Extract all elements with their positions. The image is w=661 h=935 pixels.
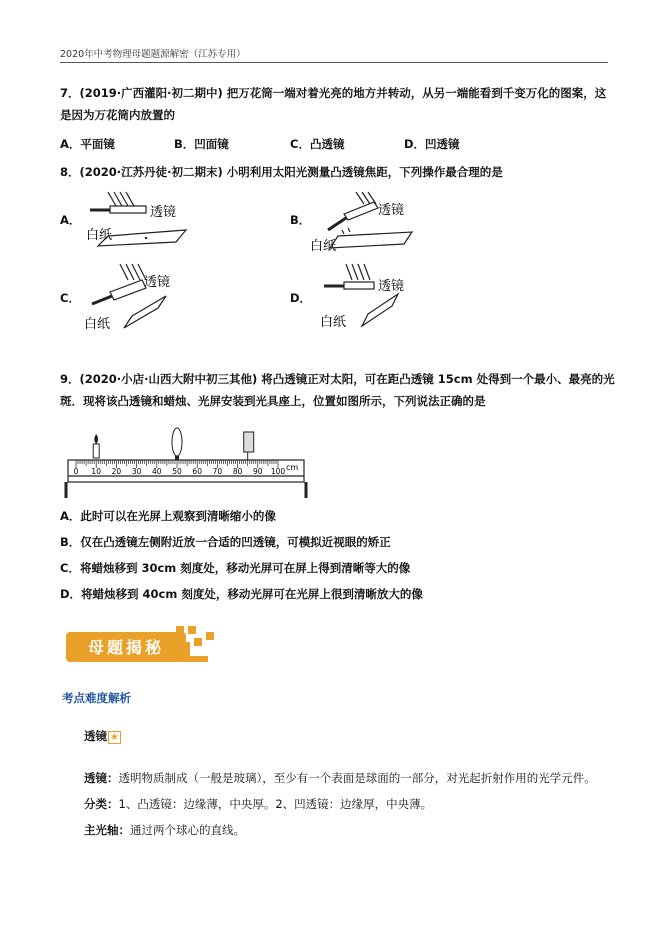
subtitle-text: 透镜	[84, 729, 107, 743]
q8-b-paper-label: 白纸	[310, 239, 337, 254]
optical-bench-figure	[62, 424, 322, 500]
definition-lens: 透镜：透明物质制成（一般是玻璃），至少有一个表面是球面的一部分，对光起折射作用的光学元件。	[84, 771, 596, 785]
q8-d-paper-label: 白纸	[320, 315, 347, 330]
q8-option-a-label[interactable]: A．	[60, 213, 81, 227]
q8-option-b-label[interactable]: B．	[290, 213, 311, 227]
ruler-tick-label: 60	[192, 467, 202, 476]
ruler-tick-label: 30	[131, 467, 142, 476]
q9-option-b[interactable]: B．仅在凸透镜左侧附近放一合适的凹透镜，可模拟近视眼的矫正	[60, 535, 391, 549]
question-8: 8．(2020·江苏丹徒·初二期末) 小明利用太阳光测量凸透镜焦距，下列操作最合理的是	[60, 165, 503, 179]
ruler-tick-label: 10	[91, 467, 101, 476]
q7-option-c[interactable]: C．凸透镜	[290, 137, 345, 151]
ruler-tick-label: 20	[111, 467, 122, 476]
definition-principal-axis: 主光轴：通过两个球心的直线。	[84, 823, 245, 837]
star-icon: ★	[110, 732, 119, 743]
definition-classification: 分类：1、凸透镜：边缘薄，中央厚。2、凹透镜：边缘厚，中央薄。	[84, 797, 433, 811]
q8-option-c-label[interactable]: C．	[60, 291, 80, 305]
q7-option-d[interactable]: D．凹透镜	[404, 137, 460, 151]
question-9-line-2: 斑．现将该凸透镜和蜡烛、光屏安装到光具座上，位置如图所示，下列说法正确的是	[60, 394, 486, 408]
q8-b-lens-label: 透镜	[378, 203, 405, 218]
light-screen	[244, 432, 254, 460]
q7-option-a[interactable]: A．平面镜	[60, 137, 115, 151]
bench-unit-label: cm	[286, 463, 299, 472]
q9-option-d[interactable]: D．将蜡烛移到 40cm 刻度处，移动光屏可在光屏上很到清晰放大的像	[60, 587, 423, 601]
ruler-tick-label: 50	[172, 467, 182, 476]
q7-option-b[interactable]: B．凹面镜	[174, 137, 229, 151]
header-divider	[60, 62, 608, 63]
q8-option-d-label[interactable]: D．	[290, 291, 312, 305]
section-title: 考点难度解析	[62, 691, 131, 705]
ruler-tick-label: 100	[270, 467, 286, 476]
q8-a-paper-label: 白纸	[86, 228, 113, 243]
ruler-tick-label: 40	[152, 467, 162, 476]
page-header: 2020年中考物理母题题源解密（江苏专用）	[60, 49, 246, 60]
section-subtitle	[84, 728, 121, 744]
question-9	[60, 368, 620, 412]
ruler-tick-label: 80	[232, 467, 243, 476]
q8-a-lens-label: 透镜	[150, 205, 177, 220]
question-9-line-1: 9．(2020·小店·山西大附中初三其他) 将凸透镜正对太阳，可在距凸透镜 15cm 处得到一个最小、最亮的光	[60, 372, 615, 386]
banner-title: 母题揭秘	[87, 638, 165, 657]
question-7-line-1: 7．(2019·广西灌阳·初二期中) 把万花筒一端对着光亮的地方并转动，从另一端能看到千变万化的图案，这	[60, 86, 607, 100]
q9-option-a[interactable]: A．此时可以在光屏上观察到清晰缩小的像	[60, 509, 276, 523]
q8-option-a-figure[interactable]	[80, 188, 200, 250]
q9-option-c[interactable]: C．将蜡烛移到 30cm 刻度处，移动光屏可在屏上得到清晰等大的像	[60, 561, 411, 575]
candle	[93, 434, 99, 458]
q8-option-c-figure[interactable]	[80, 262, 200, 332]
q8-d-lens-label: 透镜	[378, 279, 405, 294]
question-7-line-2: 是因为万花筒内放置的	[60, 108, 175, 122]
question-7	[60, 82, 620, 126]
q8-option-d-figure[interactable]	[306, 262, 426, 332]
ruler-tick-label: 0	[73, 467, 79, 476]
section-banner	[66, 624, 216, 666]
convex-lens	[172, 428, 182, 460]
q8-c-lens-label: 透镜	[144, 275, 171, 290]
ruler-tick-label: 90	[253, 467, 263, 476]
q8-option-b-figure[interactable]	[306, 190, 426, 254]
ruler-tick-label: 70	[212, 467, 223, 476]
q8-c-paper-label: 白纸	[84, 317, 111, 332]
